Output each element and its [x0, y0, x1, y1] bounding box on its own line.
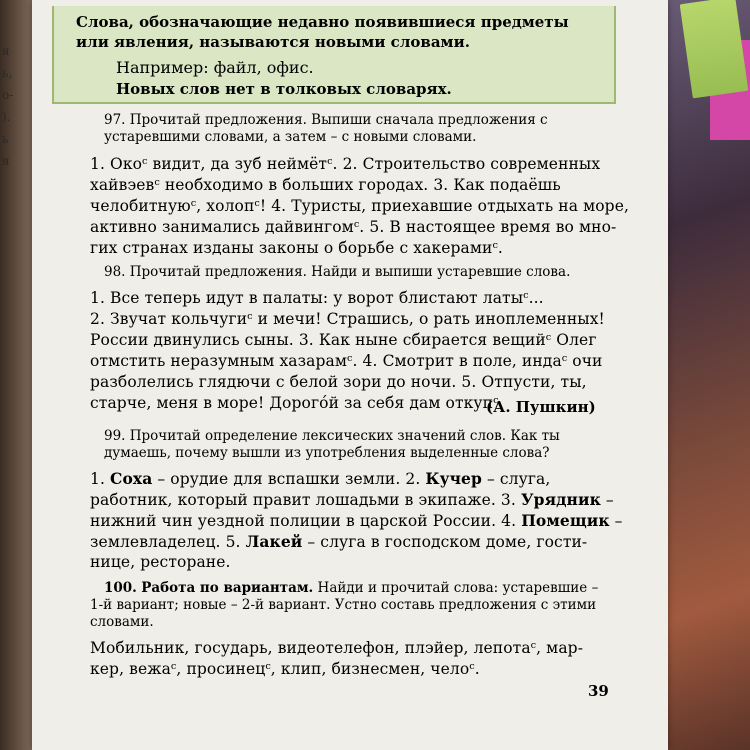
exercise-99-line: [90, 468, 550, 490]
task-number: 100.: [104, 580, 137, 596]
highlighted-word: Лакей: [245, 532, 303, 551]
left-fragment: я: [2, 154, 10, 168]
left-page-fragments: [2, 40, 32, 172]
exercise-99-line: нице, ресторане.: [90, 553, 231, 571]
task-text: Найди и прочитай слова: устаревшие – 1-й вариант; новые – 2-й вариант. Устно составь предложения с этими словами.: [90, 580, 599, 630]
exercise-98-line: 1. Все теперь идут в палаты: у ворот блистают латыᶜ...: [90, 289, 544, 307]
exercise-97-task: 97. Прочитай предложения. Выпиши сначала предложения с устаревшими словами, а затем – с новыми словами.: [104, 112, 548, 145]
exercise-97-line: хайвэевᶜ необходимо в больших городах. 3. Как подаёшь: [90, 176, 561, 194]
exercise-97-line: активно занимались дайвингомᶜ. 5. В настоящее время во мно-: [90, 218, 617, 236]
text-fragment: 1.: [90, 470, 111, 488]
exercise-99-task: 99. Прочитай определение лексических значений слов. Как ты думаешь, почему вышли из употребления выделенные слова?: [104, 428, 560, 461]
exercise-100-line: кер, вежаᶜ, просинецᶜ, клип, бизнесмен, челоᶜ.: [90, 660, 480, 678]
text-fragment: – слуга,: [481, 470, 551, 488]
text-fragment: нижний чин уездной полиции в царской России. 4.: [90, 512, 522, 530]
exercise-97-line: челобитнуюᶜ, холопᶜ! 4. Туристы, приехавшие отдыхать на море,: [90, 197, 630, 215]
left-fragment: я: [2, 44, 10, 58]
text-fragment: –: [609, 512, 623, 530]
exercise-98-task: 98. Прочитай предложения. Найди и выпиши устаревшие слова.: [104, 264, 571, 280]
text-fragment: – орудие для вспашки земли. 2.: [152, 470, 426, 488]
task-heading: Работа по вариантам.: [141, 580, 314, 596]
exercise-98-line: разболелись глядючи с белой зори до ночи. 5. Отпусти, ты,: [90, 373, 587, 391]
text-fragment: – слуга в господском доме, гости-: [302, 533, 588, 551]
exercise-98-line: России двинулись сыны. 3. Как ныне сбирается вещийᶜ Олег: [90, 331, 597, 349]
exercise-99-line: [90, 489, 614, 511]
left-fragment: ).: [2, 110, 11, 124]
exercise-97-line: гих странах изданы законы о борьбе с хакерамиᶜ.: [90, 239, 503, 257]
exercise-98-line: отмстить неразумным хазарамᶜ. 4. Смотрит в поле, индаᶜ очи: [90, 352, 603, 370]
text-fragment: –: [600, 491, 614, 509]
page-number: 39: [588, 682, 609, 700]
poem-author: (А. Пушкин): [486, 398, 596, 416]
exercise-98-line: старче, меня в море! Дорого́й за себя дам откупᶜ.: [90, 394, 504, 412]
highlighted-word: Урядник: [520, 490, 601, 509]
text-fragment: землевладелец. 5.: [90, 533, 246, 551]
left-fragment: ь,: [2, 66, 13, 80]
highlighted-word: Соха: [110, 469, 153, 488]
highlighted-word: Помещик: [521, 511, 610, 530]
text-fragment: работник, который правит лошадьми в экипаже. 3.: [90, 491, 521, 509]
rule-example: Например: файл, офис.: [116, 58, 314, 77]
highlighted-word: Кучер: [425, 469, 482, 488]
left-fragment: ь: [2, 132, 9, 146]
exercise-100-line: Мобильник, государь, видеотелефон, плэйер, лепотаᶜ, мар-: [90, 639, 584, 657]
rule-definition: Слова, обозначающие недавно появившиеся предметы или явления, называются новыми словами.: [76, 13, 569, 51]
exercise-98-line: 2. Звучат кольчугиᶜ и мечи! Страшись, о рать иноплеменных!: [90, 310, 605, 328]
exercise-99-line: [90, 510, 623, 532]
exercise-99-line: [90, 531, 587, 553]
rule-note: Новых слов нет в толковых словарях.: [116, 80, 452, 98]
exercise-100-task: [90, 580, 610, 631]
exercise-97-line: 1. Окоᶜ видит, да зуб неймётᶜ. 2. Строительство современных: [90, 155, 601, 173]
left-fragment: о-: [2, 88, 14, 102]
